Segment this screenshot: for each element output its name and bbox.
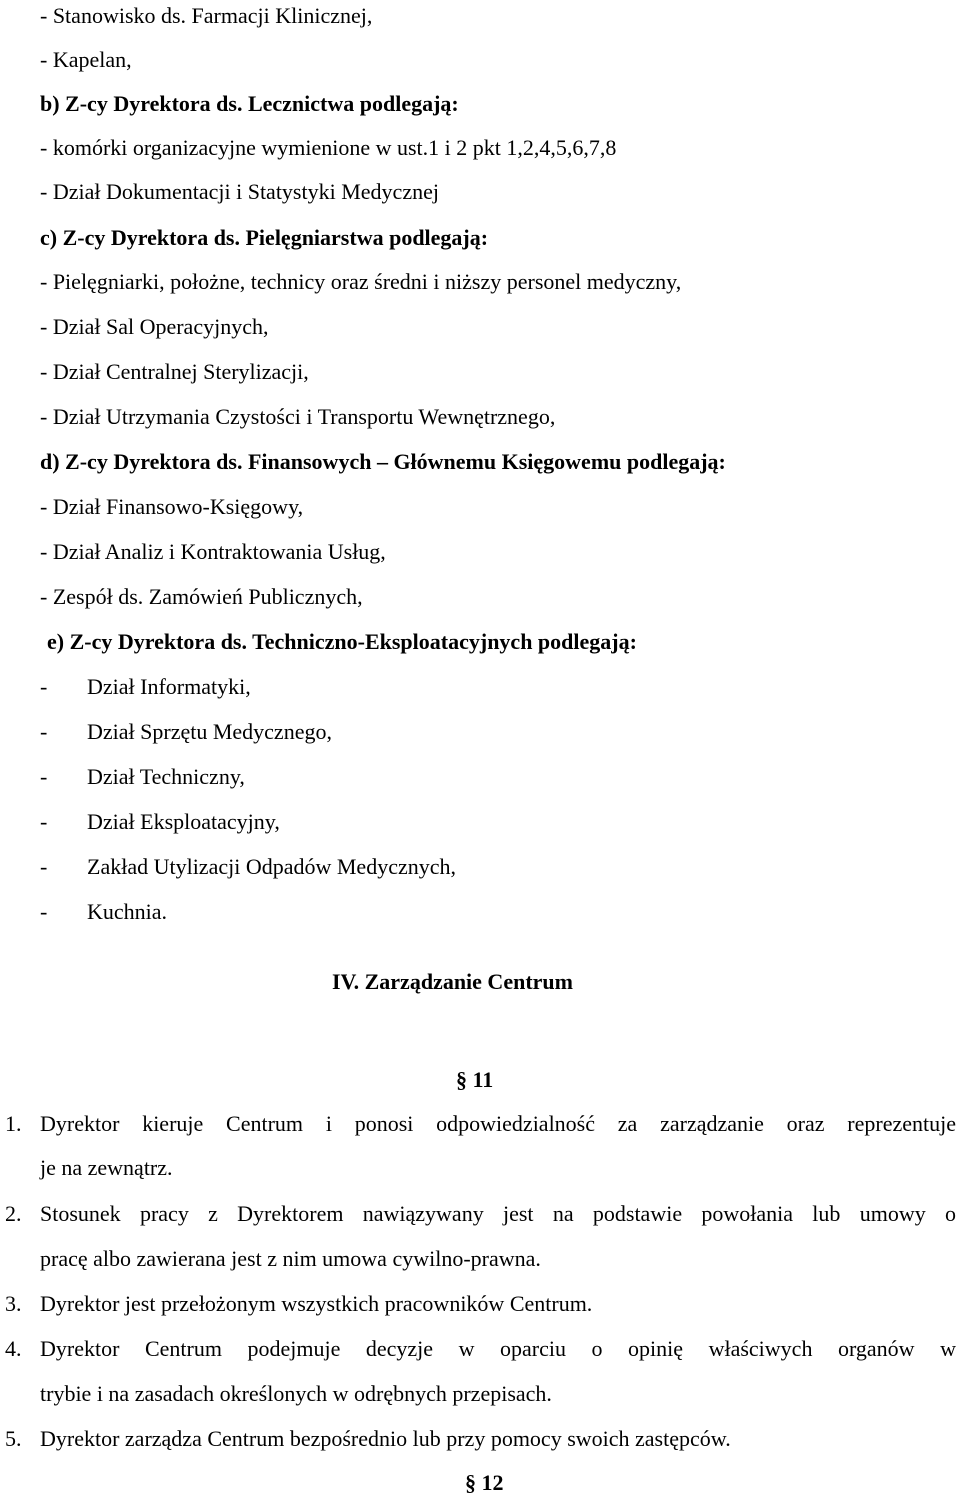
point-text: Dyrektor Centrum podejmuje decyzje w oparciu o opinię właściwych organów w xyxy=(40,1336,956,1361)
list-dash: - xyxy=(40,809,48,834)
list-dash: - xyxy=(40,719,48,744)
list-item: - Dział Centralnej Sterylizacji, xyxy=(40,359,309,384)
list-item: - Zespół ds. Zamówień Publicznych, xyxy=(40,584,363,609)
paragraph-label: § 12 xyxy=(465,1470,504,1495)
section-heading: b) Z-cy Dyrektora ds. Lecznictwa podlegają: xyxy=(40,91,459,116)
list-item: - Kapelan, xyxy=(40,47,132,72)
list-item xyxy=(40,673,251,701)
list-item-label: Dział Sprzętu Medycznego, xyxy=(87,719,332,744)
list-item xyxy=(40,763,245,791)
list-dash: - xyxy=(40,854,48,879)
list-item xyxy=(40,718,332,746)
list-item-label: Dział Techniczny, xyxy=(87,764,245,789)
list-item: - Dział Sal Operacyjnych, xyxy=(40,314,269,339)
list-dash: - xyxy=(40,899,48,924)
list-item: - Dział Dokumentacji i Statystyki Medycznej xyxy=(40,179,439,204)
section-heading: e) Z-cy Dyrektora ds. Techniczno-Eksploatacyjnych podlegają: xyxy=(47,629,637,654)
point-text: pracę albo zawierana jest z nim umowa cywilno-prawna. xyxy=(40,1246,541,1271)
point-number: 2. xyxy=(5,1201,22,1226)
list-item-label: Zakład Utylizacji Odpadów Medycznych, xyxy=(87,854,456,879)
list-item-label: Kuchnia. xyxy=(87,899,168,924)
list-dash: - xyxy=(40,674,48,699)
list-item: - Pielęgniarki, położne, technicy oraz średni i niższy personel medyczny, xyxy=(40,269,682,294)
list-dash: - xyxy=(40,764,48,789)
point-text: Stosunek pracy z Dyrektorem nawiązywany jest na podstawie powołania lub umowy o xyxy=(40,1201,956,1226)
list-item-label: Dział Eksploatacyjny, xyxy=(87,809,280,834)
section-heading: c) Z-cy Dyrektora ds. Pielęgniarstwa podlegają: xyxy=(40,225,489,250)
point-text: Dyrektor zarządza Centrum bezpośrednio lub przy pomocy swoich zastępców. xyxy=(40,1426,731,1451)
point-number: 5. xyxy=(5,1426,22,1451)
list-item: - Stanowisko ds. Farmacji Klinicznej, xyxy=(40,3,373,28)
point-text: Dyrektor jest przełożonym wszystkich pracowników Centrum. xyxy=(40,1291,593,1316)
list-item: - Dział Utrzymania Czystości i Transportu Wewnętrznego, xyxy=(40,404,556,429)
list-item: - komórki organizacyjne wymienione w ust.1 i 2 pkt 1,2,4,5,6,7,8 xyxy=(40,135,617,160)
point-text: trybie i na zasadach określonych w odrębnych przepisach. xyxy=(40,1381,552,1406)
chapter-title: IV. Zarządzanie Centrum xyxy=(332,969,573,994)
list-item: - Dział Finansowo-Księgowy, xyxy=(40,494,304,519)
paragraph-label: § 11 xyxy=(456,1067,494,1092)
list-item-label: Dział Informatyki, xyxy=(87,674,251,699)
point-text: Dyrektor kieruje Centrum i ponosi odpowiedzialność za zarządzanie oraz reprezentuje xyxy=(40,1111,956,1136)
section-heading: d) Z-cy Dyrektora ds. Finansowych – Głównemu Księgowemu podlegają: xyxy=(40,449,726,474)
list-item: - Dział Analiz i Kontraktowania Usług, xyxy=(40,539,386,564)
point-number: 4. xyxy=(5,1336,22,1361)
list-item xyxy=(40,808,280,836)
point-number: 1. xyxy=(5,1111,22,1136)
point-text: je na zewnątrz. xyxy=(40,1155,173,1180)
list-item xyxy=(40,853,456,881)
point-number: 3. xyxy=(5,1291,22,1316)
list-item xyxy=(40,898,167,926)
